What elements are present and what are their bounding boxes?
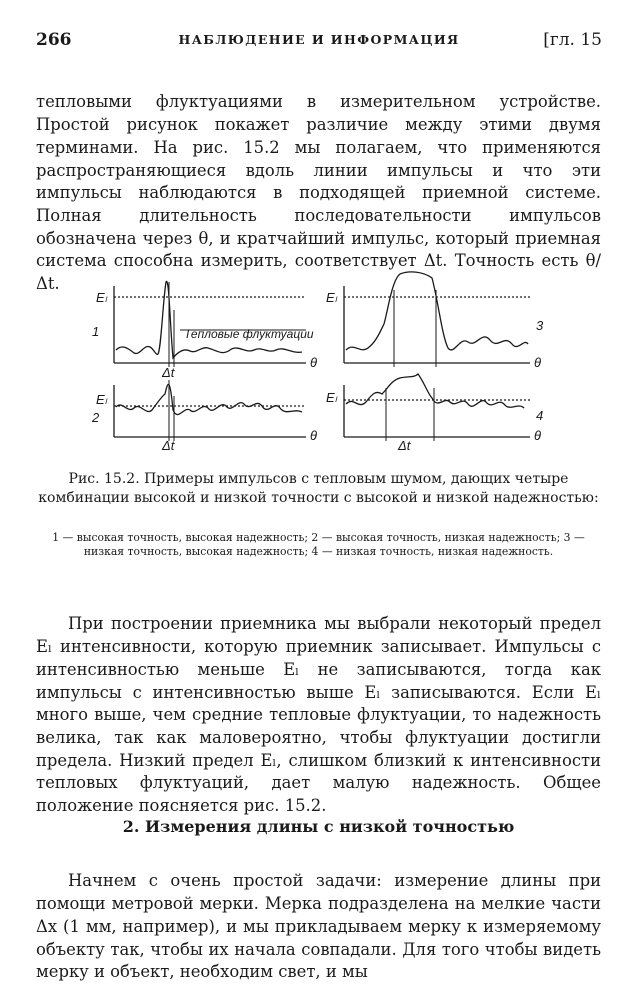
paragraph-intro: тепловыми флуктуациями в измерительном устройстве. Простой рисунок покажет различие между этими двумя терминами. На рис. 15.2 мы полагаем, что применяются распространяющиеся вдоль линии импульсы и что эти импульсы наблюдаются в подходящей приемной системе. Полная длительность последовательности импульсов обозначена через θ, и кратчайший импульс, который приемная система способна измерить, соответствует Δt. Точность есть θ/Δt.: [36, 92, 601, 294]
section-heading: 2. Измерения длины с низкой точностью: [122, 817, 515, 836]
time-label-1: θ: [310, 355, 318, 370]
figure-legend: 1 — высокая точность, высокая надежность; 2 — высокая точность, низкая надежность; 3 — низкая точность, высокая надежность; 4 — низкая точность, низкая надежность.: [52, 531, 585, 558]
time-label-2: θ: [310, 428, 318, 443]
delta-label-1: Δt: [162, 365, 175, 380]
chapter-marker: [гл. 15: [543, 30, 602, 50]
threshold-label-4: Eₗ: [326, 390, 337, 405]
panel-2: [114, 380, 306, 441]
page-number: 266: [36, 30, 72, 50]
panel-1: [114, 281, 306, 367]
time-label-4: θ: [534, 428, 542, 443]
threshold-label-3: Eₗ: [326, 290, 337, 305]
panel-number-3: 3: [536, 318, 544, 333]
running-title: НАБЛЮДЕНИЕ И ИНФОРМАЦИЯ: [178, 32, 460, 47]
panel-3: [344, 272, 530, 367]
panel-number-4: 4: [536, 408, 544, 423]
delta-label-2: Δt: [162, 438, 175, 452]
paragraph-threshold: При построении приемника мы выбрали некоторый предел Eₗ интенсивности, которую приемник записывает. Импульсы с интенсивностью меньше Eₗ не записываются, тогда как импульсы с интенсивностью выше Eₗ записываются. Если Eₗ много выше, чем средние тепловые флуктуации, то надежность велика, так как маловероятно, чтобы флуктуации достигли предела. Низкий предел Eₗ, слишком близкий к интенсивности тепловых флуктуаций, дает малую надежность. Общее положение поясняется рис. 15.2.: [36, 614, 601, 816]
paragraph-length: Начнем с очень простой задачи: измерение длины при помощи метровой мерки. Мерка подразделена на мелкие части Δx (1 мм, например), и мы прикладываем мерку к измеряемому объекту так, чтобы их начала совпадали. Для того чтобы видеть мерку и объект, необходим свет, и мы: [36, 871, 601, 982]
figure-pulses: [88, 270, 558, 452]
threshold-label-1: Eₗ: [96, 290, 107, 305]
panel-number-2: 2: [92, 410, 100, 425]
threshold-label-2: Eₗ: [96, 392, 107, 407]
time-label-3: θ: [534, 355, 542, 370]
panel-4: [344, 374, 530, 441]
pulse-diagram: [88, 270, 558, 452]
page-header: [36, 30, 602, 56]
noise-label: Тепловые флуктуации: [184, 327, 314, 341]
figure-caption: Рис. 15.2. Примеры импульсов с тепловым шумом, дающих четыре комбинации высокой и низкой точности с высокой и низкой надежностью:: [38, 471, 599, 506]
delta-label-4: Δt: [398, 438, 411, 452]
panel-number-1: 1: [92, 324, 100, 339]
